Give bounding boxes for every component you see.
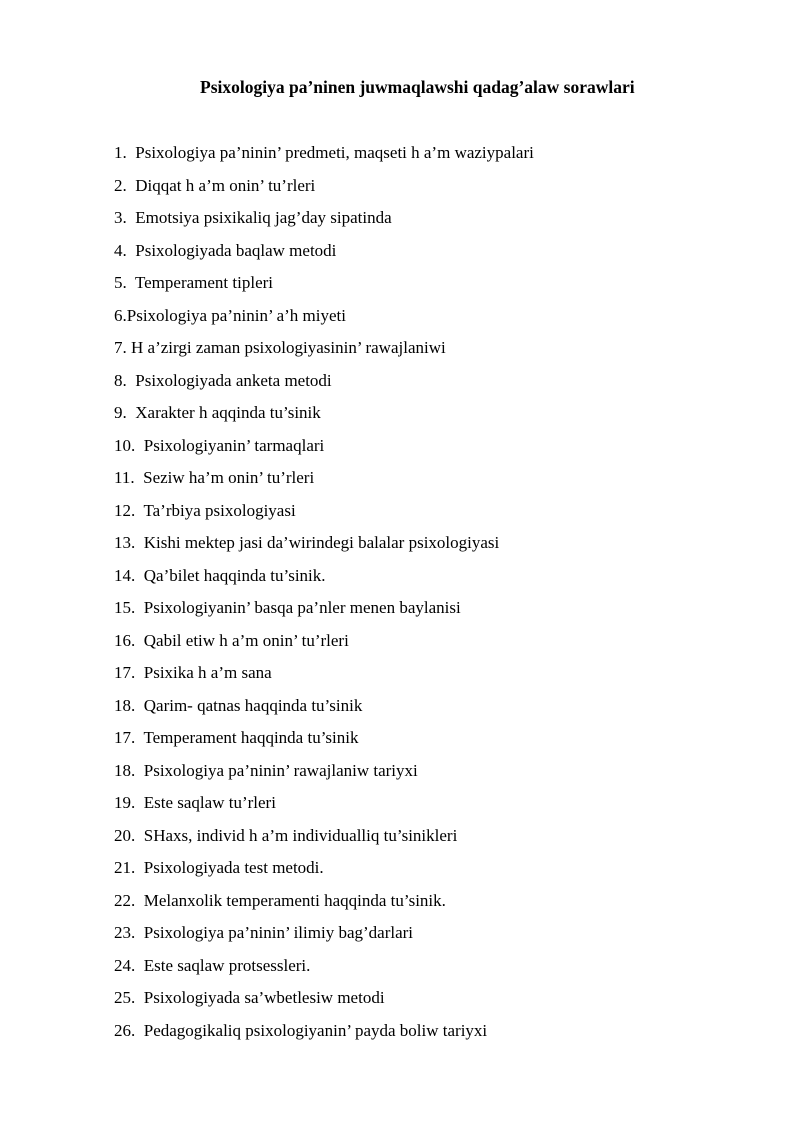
question-item: 24. Este saqlaw protsessleri.	[114, 955, 311, 975]
question-item: 10. Psixologiyanin’ tarmaqlari	[114, 435, 325, 455]
question-item: 16. Qabil etiw h a’m onin’ tu’rleri	[114, 630, 349, 650]
question-item: 26. Pedagogikaliq psixologiyanin’ payda boliw tariyxi	[114, 1020, 488, 1040]
question-item: 18. Qarim- qatnas haqqinda tu’sinik	[114, 695, 363, 715]
question-item: 15. Psixologiyanin’ basqa pa’nler menen baylanisi	[114, 598, 461, 617]
question-item: 13. Kishi mektep jasi da’wirindegi balalar psixologiyasi	[114, 533, 500, 552]
question-item: 17. Psixika h a’m sana	[114, 663, 272, 682]
question-item: 25. Psixologiyada sa’wbetlesiw metodi	[114, 988, 385, 1007]
question-item: 2. Diqqat h a’m onin’ tu’rleri	[114, 175, 316, 195]
question-list	[114, 141, 734, 1051]
question-item: 12. Ta’rbiya psixologiyasi	[114, 500, 296, 520]
question-item: 21. Psixologiyada test metodi.	[114, 858, 324, 877]
question-item: 23. Psixologiya pa’ninin’ ilimiy bag’darlari	[114, 923, 414, 942]
question-item: 14. Qa’bilet haqqinda tu’sinik.	[114, 565, 326, 585]
question-item: 9. Xarakter h aqqinda tu’sinik	[114, 403, 321, 422]
document-title: Psixologiya pa’ninen juwmaqlawshi qadag’alaw sorawlari	[200, 77, 635, 97]
question-item: 22. Melanxolik temperamenti haqqinda tu’sinik.	[114, 890, 446, 910]
question-item: 17. Temperament haqqinda tu’sinik	[114, 728, 359, 747]
question-item: 20. SHaxs, individ h a’m individualliq tu’sinikleri	[114, 825, 458, 845]
question-item: 7. H a’zirgi zaman psixologiyasinin’ rawajlaniwi	[114, 338, 446, 357]
question-item: 5. Temperament tipleri	[114, 273, 274, 292]
question-item: 6.Psixologiya pa’ninin’ a’h miyeti	[114, 305, 346, 325]
question-item: 11. Seziw ha’m onin’ tu’rleri	[114, 468, 315, 487]
question-item: 8. Psixologiyada anketa metodi	[114, 370, 332, 390]
question-item: 4. Psixologiyada baqlaw metodi	[114, 240, 337, 260]
question-item: 3. Emotsiya psixikaliq jag’day sipatinda	[114, 208, 392, 227]
question-item: 1. Psixologiya pa’ninin’ predmeti, maqseti h a’m waziypalari	[114, 143, 534, 162]
question-item: 19. Este saqlaw tu’rleri	[114, 793, 276, 812]
question-item: 18. Psixologiya pa’ninin’ rawajlaniw tariyxi	[114, 760, 418, 780]
